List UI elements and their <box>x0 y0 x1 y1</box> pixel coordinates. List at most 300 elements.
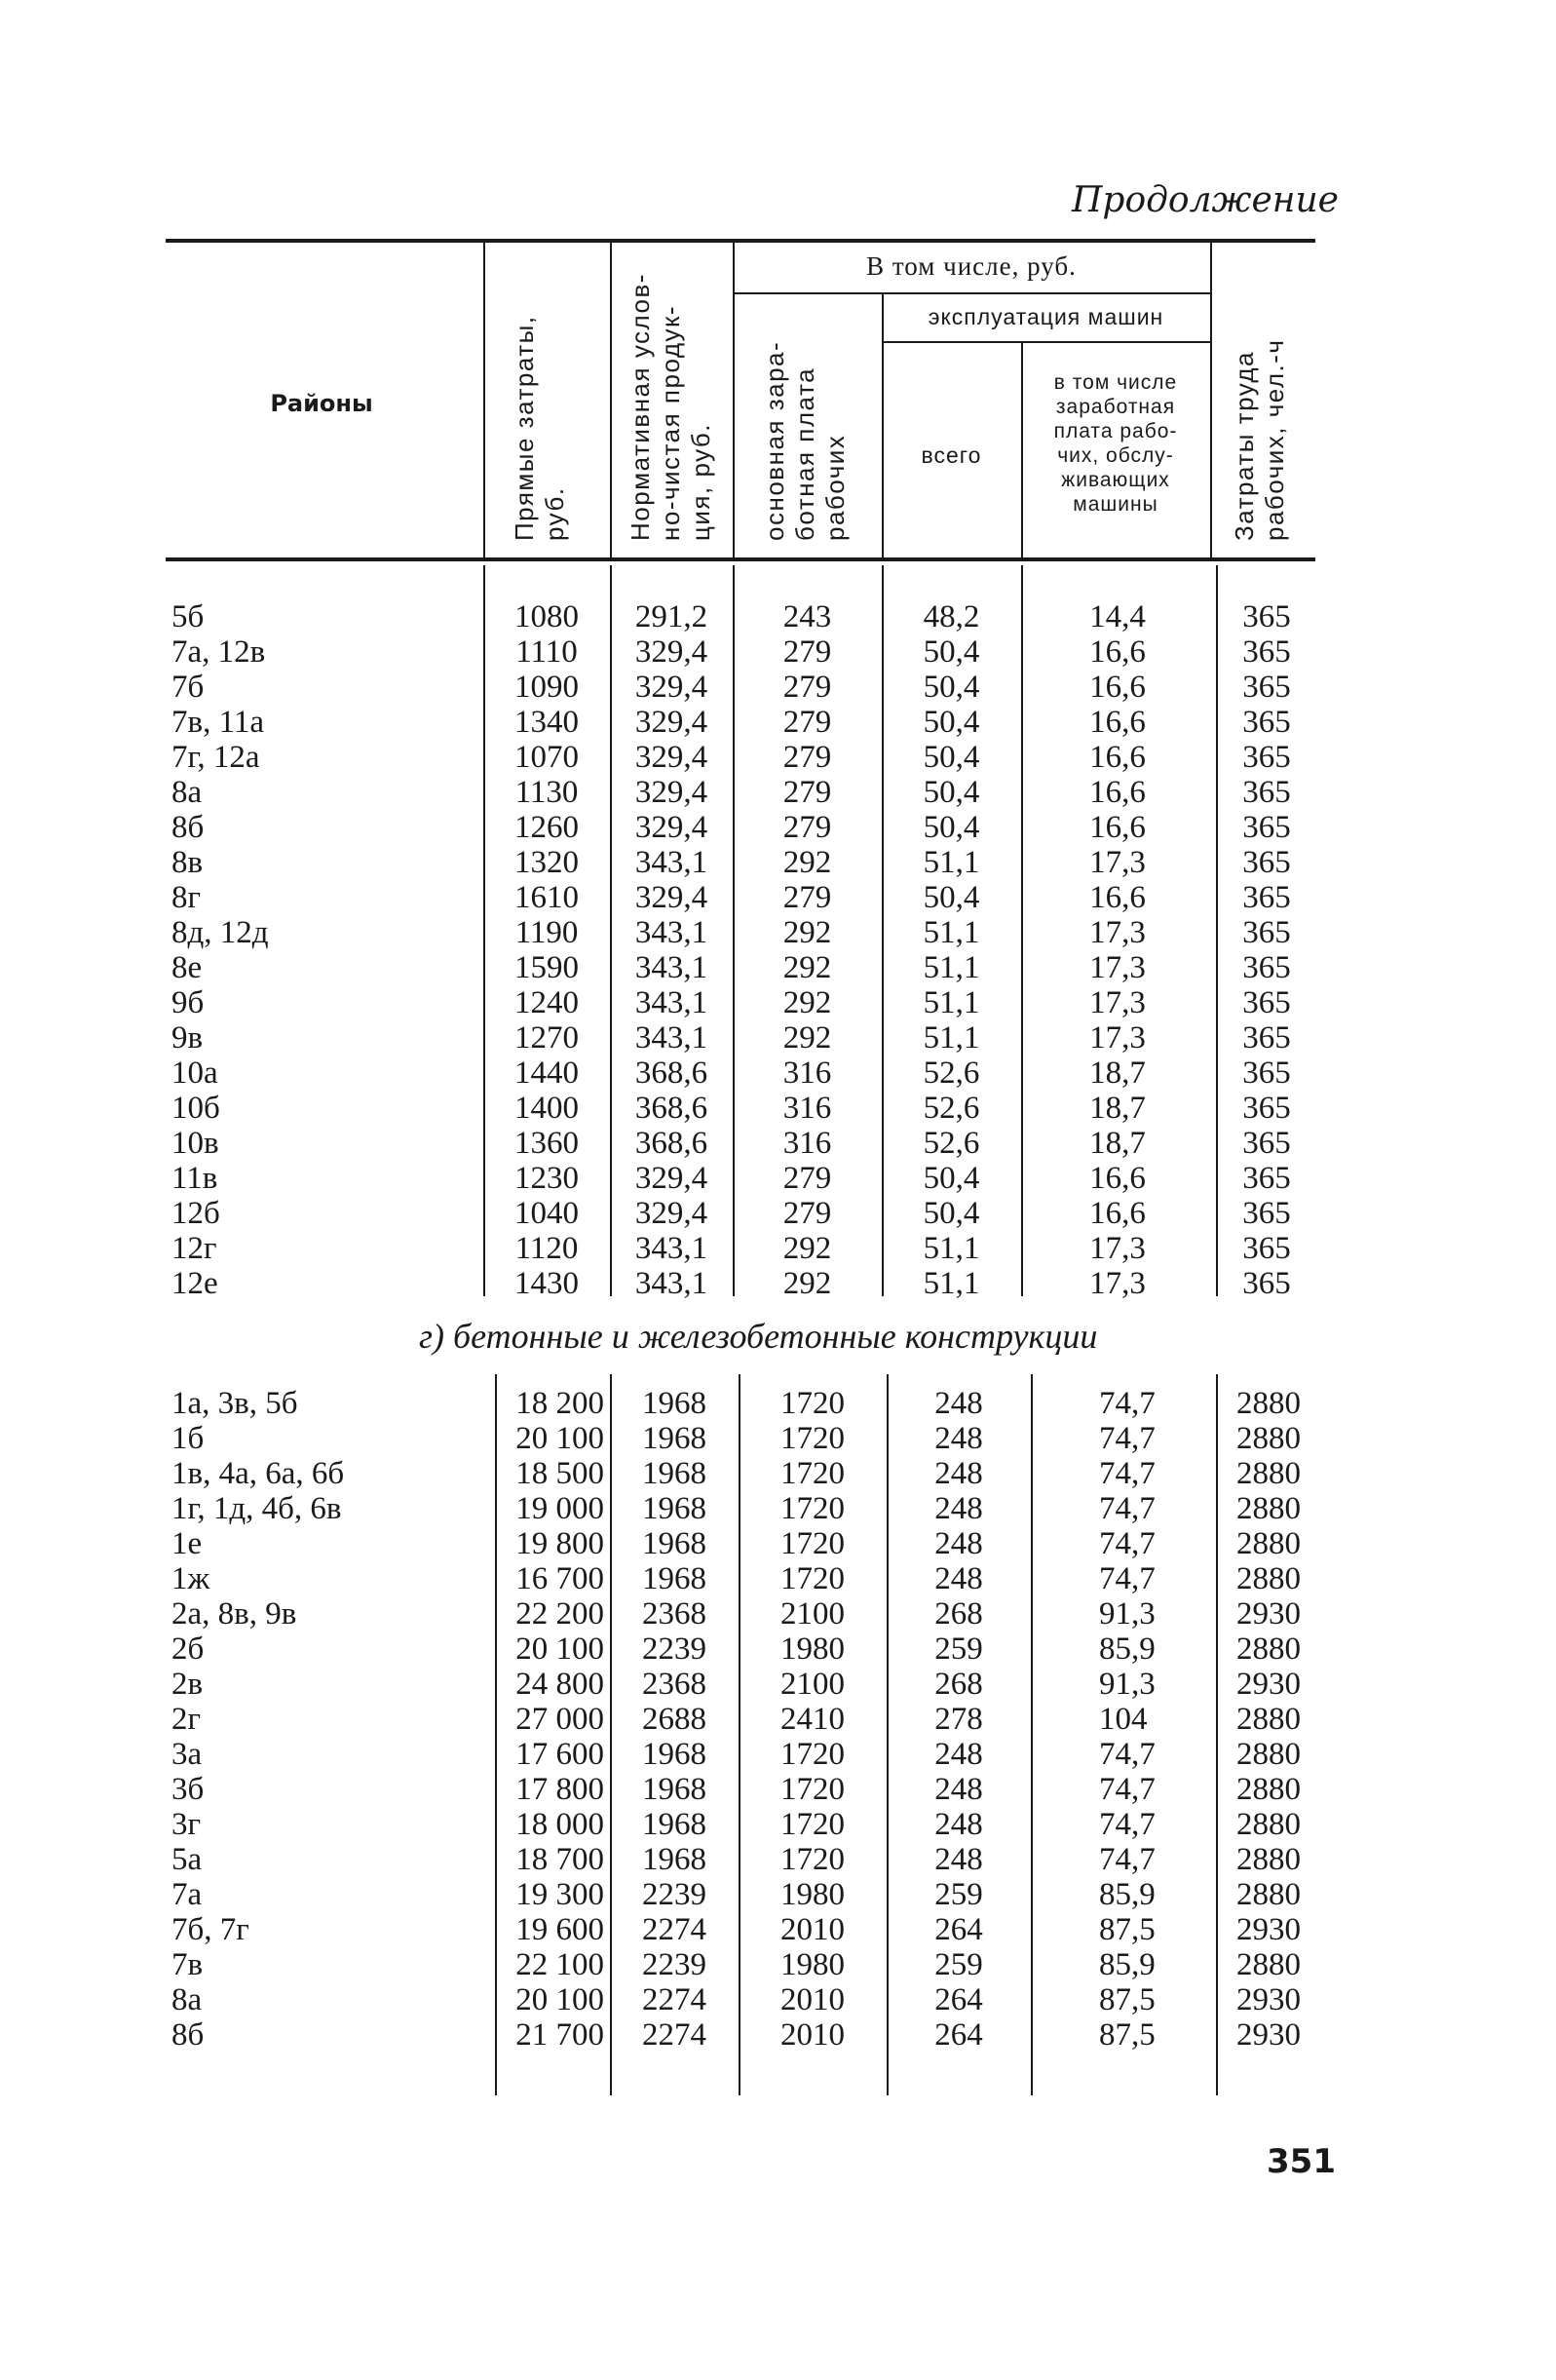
header-normativnaya: Нормативная услов- но-чистая продук- ция, руб. <box>626 273 715 541</box>
g-cell: 264 <box>934 1912 983 1947</box>
g-cell: 2274 <box>642 1912 706 1947</box>
b-cell: 292 <box>782 1020 832 1056</box>
g-cell: 85,9 <box>1099 1631 1156 1667</box>
g-cell: 20 100 <box>515 1631 604 1667</box>
b-cell: 279 <box>782 670 832 705</box>
g-cell: 1980 <box>780 1947 845 1982</box>
b-cell: 329,4 <box>634 705 708 740</box>
header-bottom-rule <box>166 557 1315 561</box>
b-cell: 17,3 <box>1089 985 1146 1020</box>
g-cell: 1720 <box>780 1737 845 1772</box>
g-cell: 248 <box>934 1526 983 1561</box>
header-pryamye-zatraty: Прямые затраты, руб. <box>510 315 569 541</box>
g-col-normativnaya <box>614 1386 735 2053</box>
g-cell: 2010 <box>780 1982 845 2017</box>
g-cell: 2г <box>171 1702 202 1737</box>
b-cell: 52,6 <box>923 1091 980 1126</box>
page-number: 351 <box>1267 2142 1336 2181</box>
b-cell: 365 <box>1242 705 1291 740</box>
g-cell: 1980 <box>780 1631 845 1667</box>
g-cell: 85,9 <box>1099 1947 1156 1982</box>
b-cell: 48,2 <box>923 599 980 634</box>
b-cell: 279 <box>782 775 832 810</box>
body-g-divider-6 <box>1216 1374 1218 2095</box>
b-cell: 8в <box>171 845 204 880</box>
b-cell: 50,4 <box>923 670 980 705</box>
b-cell: 50,4 <box>923 775 980 810</box>
g-cell: 2880 <box>1236 1842 1301 1877</box>
g-cell: 268 <box>934 1667 983 1702</box>
g-cell: 16 700 <box>515 1561 604 1596</box>
b-cell: 343,1 <box>634 1231 708 1266</box>
g-cell: 87,5 <box>1099 2017 1156 2053</box>
g-cell: 3а <box>171 1737 203 1772</box>
b-cell: 51,1 <box>923 950 980 985</box>
body-b-divider-3 <box>733 565 735 1296</box>
b-cell: 279 <box>782 634 832 670</box>
g-cell: 2930 <box>1236 1596 1301 1631</box>
b-cell: 12б <box>171 1196 220 1231</box>
g-cell: 87,5 <box>1099 1912 1156 1947</box>
b-cell: 50,4 <box>923 880 980 915</box>
g-cell: 17 800 <box>515 1772 604 1807</box>
b-cell: 16,6 <box>1089 740 1146 775</box>
b-cell: 343,1 <box>634 915 708 950</box>
b-cell: 10а <box>171 1056 218 1091</box>
b-cell: 329,4 <box>634 670 708 705</box>
g-cell: 2100 <box>780 1667 845 1702</box>
b-cell: 50,4 <box>923 705 980 740</box>
b-cell: 329,4 <box>634 1161 708 1196</box>
b-cell: 17,3 <box>1089 845 1146 880</box>
b-cell: 51,1 <box>923 845 980 880</box>
b-cell: 52,6 <box>923 1056 980 1091</box>
b-cell: 1120 <box>514 1231 579 1266</box>
g-cell: 1968 <box>642 1842 706 1877</box>
b-cell: 292 <box>782 915 832 950</box>
b-cell: 8б <box>171 810 205 845</box>
b-cell: 18,7 <box>1089 1056 1146 1091</box>
g-cell: 1720 <box>780 1421 845 1456</box>
b-cell: 365 <box>1242 950 1291 985</box>
g-cell: 2239 <box>642 1877 706 1912</box>
b-cell: 50,4 <box>923 634 980 670</box>
g-cell: 2а, 8в, 9в <box>171 1596 297 1631</box>
b-cell: 1610 <box>514 880 579 915</box>
g-cell: 2410 <box>780 1702 845 1737</box>
hdr-divider-6 <box>1210 242 1212 557</box>
b-cell: 1110 <box>515 634 578 670</box>
b-cell: 9б <box>171 985 205 1020</box>
g-cell: 259 <box>934 1947 983 1982</box>
b-cell: 7а, 12в <box>171 634 266 670</box>
g-cell: 1968 <box>642 1456 706 1491</box>
b-cell: 365 <box>1242 845 1291 880</box>
g-cell: 2880 <box>1236 1561 1301 1596</box>
b-cell: 365 <box>1242 1266 1291 1301</box>
b-col-rayony <box>171 599 464 1301</box>
section-title-g: г) бетонные и железобетонные конструкции <box>419 1317 1098 1356</box>
g-cell: 7б, 7г <box>171 1912 249 1947</box>
g-cell: 1720 <box>780 1456 845 1491</box>
g-cell: 8б <box>171 2017 205 2053</box>
b-cell: 17,3 <box>1089 1231 1146 1266</box>
g-cell: 22 100 <box>515 1947 604 1982</box>
b-cell: 1400 <box>514 1091 579 1126</box>
b-cell: 7б <box>171 670 205 705</box>
g-cell: 2в <box>171 1667 204 1702</box>
body-g-divider-4 <box>887 1374 889 2095</box>
g-cell: 3б <box>171 1772 205 1807</box>
b-col-vsego <box>886 599 1017 1301</box>
g-cell: 1а, 3в, 5б <box>171 1386 298 1421</box>
g-cell: 248 <box>934 1807 983 1842</box>
g-cell: 2368 <box>642 1596 706 1631</box>
g-cell: 24 800 <box>515 1667 604 1702</box>
g-cell: 2239 <box>642 1631 706 1667</box>
g-cell: 248 <box>934 1386 983 1421</box>
g-cell: 1968 <box>642 1491 706 1526</box>
b-cell: 365 <box>1242 599 1291 634</box>
g-col-zatraty-truda <box>1220 1386 1317 2053</box>
b-cell: 8д, 12д <box>171 915 269 950</box>
b-cell: 1190 <box>514 915 579 950</box>
b-cell: 50,4 <box>923 740 980 775</box>
b-cell: 51,1 <box>923 1231 980 1266</box>
b-cell: 16,6 <box>1089 810 1146 845</box>
g-cell: 1е <box>171 1526 203 1561</box>
continuation-label: Продолжение <box>1072 180 1339 220</box>
b-cell: 1040 <box>514 1196 579 1231</box>
b-cell: 292 <box>782 985 832 1020</box>
g-cell: 259 <box>934 1877 983 1912</box>
b-cell: 365 <box>1242 1091 1291 1126</box>
g-cell: 19 800 <box>515 1526 604 1561</box>
b-cell: 51,1 <box>923 1020 980 1056</box>
g-cell: 19 000 <box>515 1491 604 1526</box>
header-ekspluataciya: эксплуатация машин <box>928 304 1164 329</box>
g-cell: 2930 <box>1236 1667 1301 1702</box>
b-cell: 329,4 <box>634 740 708 775</box>
body-g-divider-1 <box>495 1374 497 2095</box>
g-cell: 1968 <box>642 1807 706 1842</box>
g-cell: 248 <box>934 1456 983 1491</box>
g-cell: 2880 <box>1236 1456 1301 1491</box>
b-cell: 1590 <box>514 950 579 985</box>
b-cell: 343,1 <box>634 950 708 985</box>
b-cell: 8а <box>171 775 203 810</box>
g-cell: 1ж <box>171 1561 210 1596</box>
g-cell: 2880 <box>1236 1421 1301 1456</box>
header-osnovnaya-zp: основная зара- ботная плата рабочих <box>760 340 850 541</box>
g-cell: 74,7 <box>1099 1456 1156 1491</box>
hdr-divider-1 <box>483 242 485 557</box>
header-rayony: Районы <box>270 390 373 417</box>
b-cell: 343,1 <box>634 985 708 1020</box>
g-cell: 248 <box>934 1737 983 1772</box>
g-cell: 1в, 4а, 6а, 6б <box>171 1456 345 1491</box>
b-cell: 365 <box>1242 880 1291 915</box>
g-cell: 248 <box>934 1842 983 1877</box>
g-cell: 2930 <box>1236 2017 1301 2053</box>
b-cell: 1340 <box>514 705 579 740</box>
g-cell: 7а <box>171 1877 203 1912</box>
b-cell: 17,3 <box>1089 915 1146 950</box>
b-cell: 14,4 <box>1089 599 1146 634</box>
g-cell: 74,7 <box>1099 1526 1156 1561</box>
g-cell: 248 <box>934 1421 983 1456</box>
b-cell: 16,6 <box>1089 634 1146 670</box>
g-cell: 2930 <box>1236 1982 1301 2017</box>
b-cell: 291,2 <box>634 599 708 634</box>
b-cell: 1230 <box>514 1161 579 1196</box>
g-cell: 2688 <box>642 1702 706 1737</box>
g-cell: 278 <box>934 1702 983 1737</box>
g-cell: 104 <box>1099 1702 1148 1737</box>
g-cell: 2368 <box>642 1667 706 1702</box>
g-cell: 1968 <box>642 1421 706 1456</box>
hdr-divider-2 <box>610 242 612 557</box>
g-cell: 1968 <box>642 1526 706 1561</box>
g-col-vsego <box>891 1386 1027 2053</box>
b-col-osnovnaya <box>737 599 878 1301</box>
b-cell: 279 <box>782 880 832 915</box>
g-cell: 248 <box>934 1561 983 1596</box>
b-cell: 365 <box>1242 670 1291 705</box>
g-cell: 1г, 1д, 4б, 6в <box>171 1491 342 1526</box>
b-cell: 7г, 12а <box>171 740 260 775</box>
g-cell: 2880 <box>1236 1947 1301 1982</box>
g-cell: 1720 <box>780 1491 845 1526</box>
b-cell: 365 <box>1242 1161 1291 1196</box>
g-cell: 74,7 <box>1099 1772 1156 1807</box>
b-col-zp-obsl <box>1025 599 1210 1301</box>
b-cell: 316 <box>782 1091 832 1126</box>
g-cell: 268 <box>934 1596 983 1631</box>
g-cell: 2880 <box>1236 1702 1301 1737</box>
b-cell: 9в <box>171 1020 204 1056</box>
b-cell: 279 <box>782 740 832 775</box>
b-col-zatraty-truda <box>1220 599 1313 1301</box>
b-cell: 51,1 <box>923 915 980 950</box>
b-cell: 8г <box>171 880 202 915</box>
b-cell: 10в <box>171 1126 219 1161</box>
body-b-divider-2 <box>610 565 612 1296</box>
g-cell: 1968 <box>642 1386 706 1421</box>
b-cell: 1270 <box>514 1020 579 1056</box>
g-col-pryamye <box>499 1386 604 2053</box>
b-cell: 365 <box>1242 634 1291 670</box>
body-b-divider-6 <box>1216 565 1218 1296</box>
g-cell: 1720 <box>780 1807 845 1842</box>
b-cell: 292 <box>782 950 832 985</box>
b-cell: 365 <box>1242 775 1291 810</box>
b-cell: 292 <box>782 1231 832 1266</box>
b-cell: 316 <box>782 1126 832 1161</box>
body-g-divider-3 <box>739 1374 740 2095</box>
g-cell: 264 <box>934 1982 983 2017</box>
g-cell: 2880 <box>1236 1807 1301 1842</box>
b-cell: 343,1 <box>634 1020 708 1056</box>
g-cell: 74,7 <box>1099 1561 1156 1596</box>
g-cell: 1968 <box>642 1772 706 1807</box>
b-cell: 279 <box>782 705 832 740</box>
g-cell: 2880 <box>1236 1772 1301 1807</box>
b-cell: 12е <box>171 1266 218 1301</box>
b-cell: 1260 <box>514 810 579 845</box>
b-cell: 1430 <box>514 1266 579 1301</box>
header-vsego: всего <box>921 442 982 468</box>
b-cell: 365 <box>1242 1020 1291 1056</box>
b-col-normativnaya <box>614 599 729 1301</box>
g-col-zp-obsl <box>1099 1386 1206 2053</box>
b-cell: 329,4 <box>634 775 708 810</box>
b-cell: 365 <box>1242 1056 1291 1091</box>
b-cell: 292 <box>782 845 832 880</box>
rule-ekspluataciya <box>882 341 1210 343</box>
b-cell: 368,6 <box>634 1091 708 1126</box>
g-cell: 1720 <box>780 1772 845 1807</box>
g-cell: 17 600 <box>515 1737 604 1772</box>
g-cell: 1720 <box>780 1386 845 1421</box>
b-col-pryamye <box>487 599 606 1301</box>
b-cell: 329,4 <box>634 634 708 670</box>
b-cell: 17,3 <box>1089 1266 1146 1301</box>
g-cell: 20 100 <box>515 1421 604 1456</box>
b-cell: 368,6 <box>634 1126 708 1161</box>
b-cell: 17,3 <box>1089 950 1146 985</box>
b-cell: 17,3 <box>1089 1020 1146 1056</box>
g-cell: 5а <box>171 1842 203 1877</box>
b-cell: 243 <box>782 599 832 634</box>
g-cell: 22 200 <box>515 1596 604 1631</box>
g-col-rayony <box>171 1386 493 2053</box>
b-cell: 365 <box>1242 1126 1291 1161</box>
header-zp-obsluzhivayuschih: в том числе заработная плата рабо- чих, обслу- живающих машины <box>1053 371 1178 516</box>
g-cell: 74,7 <box>1099 1491 1156 1526</box>
b-cell: 365 <box>1242 740 1291 775</box>
b-cell: 16,6 <box>1089 670 1146 705</box>
g-cell: 87,5 <box>1099 1982 1156 2017</box>
b-cell: 1070 <box>514 740 579 775</box>
b-cell: 1360 <box>514 1126 579 1161</box>
body-b-divider-5 <box>1021 565 1023 1296</box>
g-cell: 74,7 <box>1099 1807 1156 1842</box>
b-cell: 343,1 <box>634 1266 708 1301</box>
g-cell: 85,9 <box>1099 1877 1156 1912</box>
g-cell: 2010 <box>780 1912 845 1947</box>
g-cell: 20 100 <box>515 1982 604 2017</box>
b-cell: 16,6 <box>1089 1196 1146 1231</box>
b-cell: 292 <box>782 1266 832 1301</box>
rule-v-tom-chisle <box>733 292 1210 294</box>
b-cell: 279 <box>782 1196 832 1231</box>
g-cell: 91,3 <box>1099 1596 1156 1631</box>
table-top-rule <box>166 239 1315 243</box>
b-cell: 365 <box>1242 810 1291 845</box>
b-cell: 16,6 <box>1089 775 1146 810</box>
g-cell: 2880 <box>1236 1737 1301 1772</box>
b-cell: 52,6 <box>923 1126 980 1161</box>
b-cell: 1090 <box>514 670 579 705</box>
b-cell: 50,4 <box>923 810 980 845</box>
g-cell: 2274 <box>642 2017 706 2053</box>
g-col-osnovnaya <box>742 1386 883 2053</box>
g-cell: 74,7 <box>1099 1421 1156 1456</box>
b-cell: 365 <box>1242 1196 1291 1231</box>
b-cell: 329,4 <box>634 810 708 845</box>
b-cell: 329,4 <box>634 880 708 915</box>
header-zatraty-truda: Затраты труда рабочих, чел.-ч <box>1230 338 1289 541</box>
g-cell: 2880 <box>1236 1877 1301 1912</box>
b-cell: 365 <box>1242 985 1291 1020</box>
g-cell: 18 200 <box>515 1386 604 1421</box>
b-cell: 10б <box>171 1091 220 1126</box>
b-cell: 50,4 <box>923 1196 980 1231</box>
b-cell: 11в <box>171 1161 218 1196</box>
b-cell: 279 <box>782 1161 832 1196</box>
g-cell: 21 700 <box>515 2017 604 2053</box>
g-cell: 18 700 <box>515 1842 604 1877</box>
b-cell: 7в, 11а <box>171 705 265 740</box>
g-cell: 2274 <box>642 1982 706 2017</box>
b-cell: 12г <box>171 1231 217 1266</box>
g-cell: 248 <box>934 1491 983 1526</box>
b-cell: 279 <box>782 810 832 845</box>
b-cell: 316 <box>782 1056 832 1091</box>
g-cell: 2880 <box>1236 1526 1301 1561</box>
g-cell: 7в <box>171 1947 204 1982</box>
hdr-divider-3 <box>733 242 735 557</box>
body-g-divider-2 <box>610 1374 612 2095</box>
g-cell: 18 500 <box>515 1456 604 1491</box>
g-cell: 1968 <box>642 1561 706 1596</box>
g-cell: 19 300 <box>515 1877 604 1912</box>
g-cell: 91,3 <box>1099 1667 1156 1702</box>
b-cell: 1240 <box>514 985 579 1020</box>
g-cell: 1720 <box>780 1561 845 1596</box>
g-cell: 2930 <box>1236 1912 1301 1947</box>
g-cell: 19 600 <box>515 1912 604 1947</box>
body-g-divider-5 <box>1031 1374 1033 2095</box>
g-cell: 2239 <box>642 1947 706 1982</box>
b-cell: 18,7 <box>1089 1126 1146 1161</box>
g-cell: 2010 <box>780 2017 845 2053</box>
g-cell: 2100 <box>780 1596 845 1631</box>
b-cell: 5б <box>171 599 205 634</box>
g-cell: 2880 <box>1236 1631 1301 1667</box>
b-cell: 365 <box>1242 1231 1291 1266</box>
g-cell: 1720 <box>780 1842 845 1877</box>
b-cell: 51,1 <box>923 1266 980 1301</box>
b-cell: 329,4 <box>634 1196 708 1231</box>
b-cell: 18,7 <box>1089 1091 1146 1126</box>
b-cell: 8е <box>171 950 203 985</box>
g-cell: 248 <box>934 1772 983 1807</box>
g-cell: 2880 <box>1236 1386 1301 1421</box>
g-cell: 2880 <box>1236 1491 1301 1526</box>
hdr-divider-4 <box>882 292 884 557</box>
body-b-divider-1 <box>483 565 485 1296</box>
g-cell: 74,7 <box>1099 1842 1156 1877</box>
g-cell: 1720 <box>780 1526 845 1561</box>
g-cell: 1б <box>171 1421 205 1456</box>
g-cell: 264 <box>934 2017 983 2053</box>
g-cell: 259 <box>934 1631 983 1667</box>
b-cell: 50,4 <box>923 1161 980 1196</box>
g-cell: 18 000 <box>515 1807 604 1842</box>
b-cell: 16,6 <box>1089 880 1146 915</box>
